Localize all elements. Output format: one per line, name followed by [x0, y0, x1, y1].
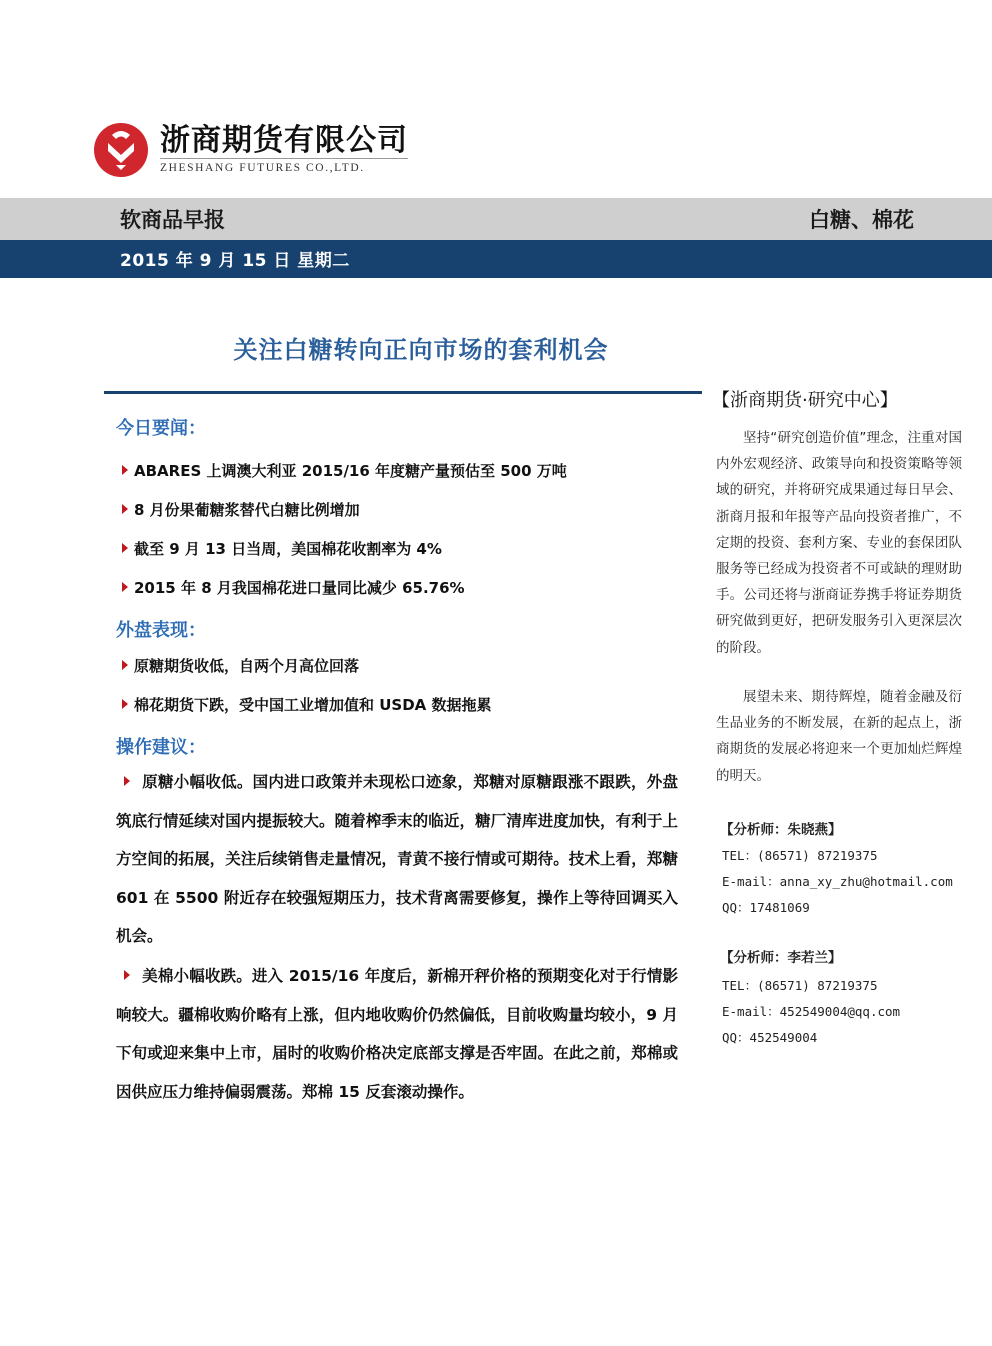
company-name-en: ZHESHANG FUTURES CO.,LTD. [160, 158, 408, 176]
company-emblem-icon [92, 121, 150, 179]
advice-sugar-paragraph: 原糖小幅收低。国内进口政策并未现松口迹象，郑糖对原糖跟涨不跟跌，外盘筑底行情延续对国内提振较大。随着榨季末的临近，糖厂清库进度加快，有利于上方空间的拓展，关注后续销售走量情况，青黄不接行情或可期待。技术上看，郑糖 601 在 5500 附近存在较强短期压力，技术背离需要修复，操作上等待回调买入机会。 [116, 773, 678, 946]
overseas-heading: 外盘表现： [116, 620, 206, 641]
bullet-triangle-icon [124, 776, 130, 786]
bullet-triangle-icon [122, 660, 128, 670]
analyst-1-title: 【分析师：朱晓燕】 [720, 822, 842, 838]
news-item: 2015 年 8 月我国棉花进口量同比减少 65.76% [122, 577, 465, 598]
title-divider [104, 391, 702, 394]
advice-cotton-paragraph: 美棉小幅收跌。进入 2015/16 年度后，新棉开秤价格的预期变化对于行情影响较大。疆棉收购价略有上涨，但内地收购价仍然偏低，目前收购量均较小，9 月下旬或迎来集中上市，届时的收购价格决定底部支撑是否牢固。在此之前，郑棉或因供应压力维持偏弱震荡。郑棉 15 反套滚动操作。 [116, 967, 678, 1101]
report-type: 软商品早报 [120, 208, 225, 232]
research-center-outlook: 展望未来、期待辉煌，随着金融及衍生品业务的不断发展，在新的起点上，浙商期货的发展必将迎来一个更加灿烂辉煌的明天。 [716, 689, 962, 784]
report-products: 白糖、棉花 [809, 208, 914, 232]
report-header-band [0, 198, 992, 240]
advice-heading: 操作建议： [116, 737, 206, 758]
report-title: 关注白糖转向正向市场的套利机会 [233, 336, 609, 364]
bullet-triangle-icon [122, 504, 128, 514]
analyst-2-title: 【分析师：李若兰】 [720, 950, 842, 966]
bullet-triangle-icon [122, 465, 128, 475]
analyst-2-tel: TEL：(86571) 87219375 [722, 978, 878, 993]
report-date: 2015 年 9 月 15 日 星期二 [120, 251, 350, 271]
bullet-triangle-icon [122, 699, 128, 709]
analyst-2-qq: QQ：452549004 [722, 1030, 818, 1045]
research-center-heading: 【浙商期货·研究中心】 [712, 390, 898, 411]
date-band [0, 240, 992, 278]
news-item: 截至 9 月 13 日当周，美国棉花收割率为 4% [122, 538, 442, 559]
bullet-triangle-icon [124, 970, 130, 980]
company-name-cn: 浙商期货有限公司 [160, 123, 408, 158]
news-heading: 今日要闻： [116, 418, 206, 439]
research-center-intro: 坚持“研究创造价值”理念，注重对国内外宏观经济、政策导向和投资策略等领域的研究，并将研究成果通过每日早会、浙商月报和年报等产品向投资者推广，不定期的投资、套利方案、专业的套保团队服务等已经成为投资者不可或缺的理财助手。公司还将与浙商证券携手将证券期货研究做到更好，把研发服务引入更深层次的阶段。 [716, 430, 962, 656]
overseas-item: 原糖期货收低，自两个月高位回落 [122, 655, 359, 676]
news-item: 8 月份果葡糖浆替代白糖比例增加 [122, 499, 360, 520]
bullet-triangle-icon [122, 582, 128, 592]
analyst-1-email: E-mail：anna_xy_zhu@hotmail.com [722, 874, 953, 889]
company-logo [92, 118, 408, 182]
analyst-2-email: E-mail：452549004@qq.com [722, 1004, 901, 1019]
analyst-1-qq: QQ：17481069 [722, 900, 810, 915]
overseas-item: 棉花期货下跌，受中国工业增加值和 USDA 数据拖累 [122, 694, 492, 715]
analyst-1-tel: TEL：(86571) 87219375 [722, 848, 878, 863]
bullet-triangle-icon [122, 543, 128, 553]
news-item: ABARES 上调澳大利亚 2015/16 年度糖产量预估至 500 万吨 [122, 460, 567, 481]
